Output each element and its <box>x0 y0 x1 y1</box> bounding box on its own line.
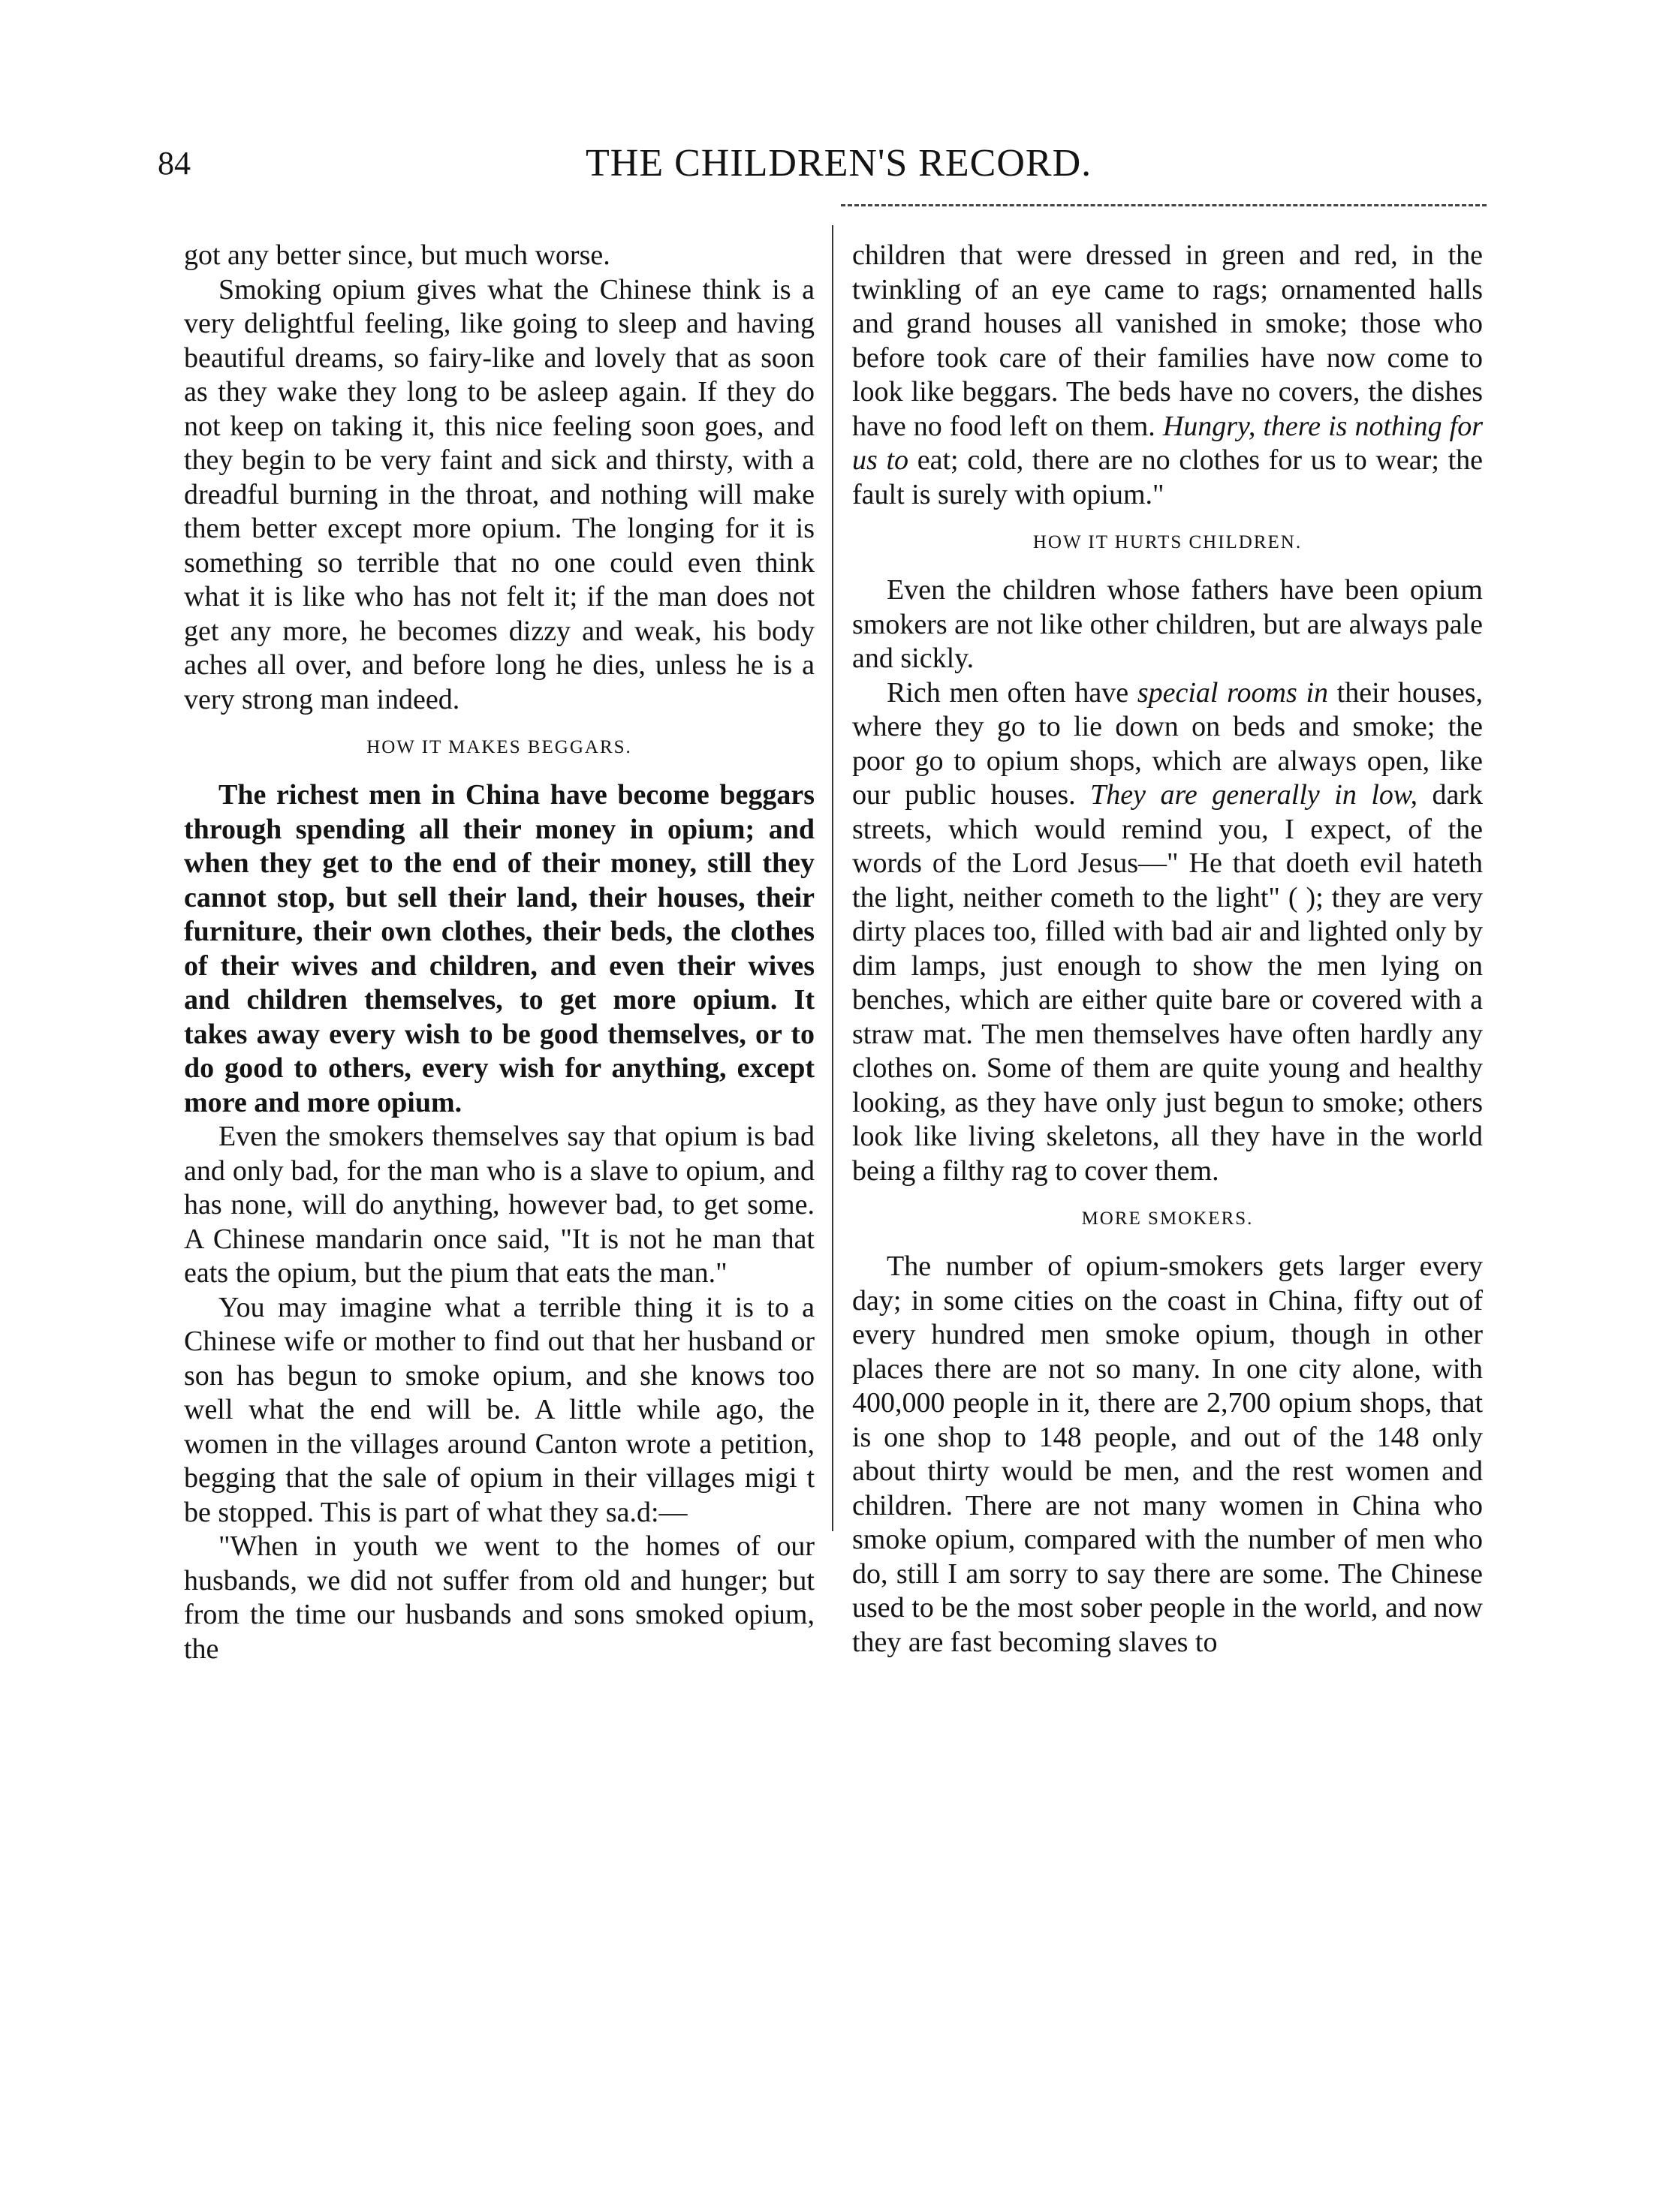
section-heading: MORE SMOKERS. <box>1081 1208 1254 1229</box>
header-rule <box>841 204 1487 206</box>
right-column <box>852 239 1483 1660</box>
page-number: 84 <box>158 145 191 182</box>
text-run: eat; cold, there are no clothes for us to wear; the fault is surely with opium." <box>852 444 1483 510</box>
section-heading: HOW IT HURTS CHILDREN. <box>1032 532 1303 552</box>
italic-run: They are generally in low, <box>1090 779 1417 811</box>
italic-run: Hungry, there is nothing for us to <box>852 410 1484 476</box>
paragraph: "When in youth we went to the homes of our husbands, we did not suffer from old and hunger; but from the time our husbands and sons smoked opium, the <box>184 1530 815 1665</box>
text-run: dark streets, which would remind you, I expect, of the words of the Lord Jesus—" He that doeth evil hateth the light, neither cometh to the light" ( ); they are very dirty places too, filled with bad air and lighted only by dim lamps, just enough to show the men lying on benches, which are either quite bare or covered with a straw mat. The men themselves have often hardly any clothes on. Some of them are quite young and healthy looking, as they have only just begun to smoke; others look like living skeletons, all they have in the world being a filthy rag to cover them. <box>852 779 1483 1187</box>
text-run: children that were dressed in green and red, in the twinkling of an eye came to rags; ornamented halls and grand houses all vanished in smoke; those who before took care of their families have now come to look like beggars. The beds have no covers, the dishes have no food left on them. <box>852 239 1483 442</box>
paragraph <box>852 239 1483 512</box>
paragraph <box>852 676 1483 1189</box>
left-column <box>184 239 815 1666</box>
text-run: their houses, where they go to lie down on beds and smoke; the poor go to opium shops, which are always open, like our public houses. <box>852 676 1483 811</box>
paragraph: The number of opium-smokers gets larger every day; in some cities on the coast in China, fifty out of every hundred men smoke opium, though in other places there are not so many. In one city alone, with 400,000 people in it, there are 2,700 opium shops, that is one shop to 148 people, and out of the 148 only about thirty would be men, and the rest women and children. There are not many women in China who smoke opium, compared with the number of men who do, still I am sorry to say there are some. The Chinese used to be the most sober people in the world, and now they are fast becoming slaves to <box>852 1250 1483 1658</box>
page-header <box>158 141 1509 194</box>
column-divider <box>832 225 833 1531</box>
section-heading: HOW IT MAKES BEGGARS. <box>366 737 632 757</box>
paragraph: Even the smokers themselves say that opium is bad and only bad, for the man who is a slave to opium, and has none, will do anything, however bad, to get some. A Chinese mandarin once said, "It is not he man that eats the opium, but the pium that eats the man." <box>184 1121 815 1289</box>
running-title: THE CHILDREN'S RECORD. <box>586 142 1092 185</box>
paragraph: got any better since, but much worse. <box>184 239 610 271</box>
paragraph: The richest men in China have become beggars through spending all their money in opium; and when they get to the end of their money, still they cannot stop, but sell their land, their houses, their furniture, their own clothes, their beds, the clothes of their wives and children, and even their wives and children themselves, to get more opium. It takes away every wish to be good themselves, or to do good to others, every wish for anything, except more and more opium. <box>184 779 815 1118</box>
paragraph: Smoking opium gives what the Chinese think is a very delightful feeling, like going to sleep and having beautiful dreams, so fairy-like and lovely that as soon as they wake they long to be asleep again. If they do not keep on taking it, this nice feeling soon goes, and they begin to be very faint and sick and thirsty, with a dreadful burning in the throat, and nothing will make them better except more opium. The longing for it is something so terrible that no one could even think what it is like who has not felt it; if the man does not get any more, he becomes dizzy and weak, his body aches all over, and before long he dies, unless he is a very strong man indeed. <box>184 273 815 715</box>
paragraph: You may imagine what a terrible thing it is to a Chinese wife or mother to find out that her husband or son has begun to smoke opium, and she knows too well what the end will be. A little while ago, the women in the villages around Canton wrote a petition, begging that the sale of opium in their villages migi t be stopped. This is part of what they sa.d:— <box>184 1291 815 1528</box>
italic-run: special rooms in <box>1137 676 1329 709</box>
paragraph: Even the children whose fathers have been opium smokers are not like other children, but are always pale and sickly. <box>852 574 1483 674</box>
text-run: Rich men often have <box>887 676 1129 709</box>
